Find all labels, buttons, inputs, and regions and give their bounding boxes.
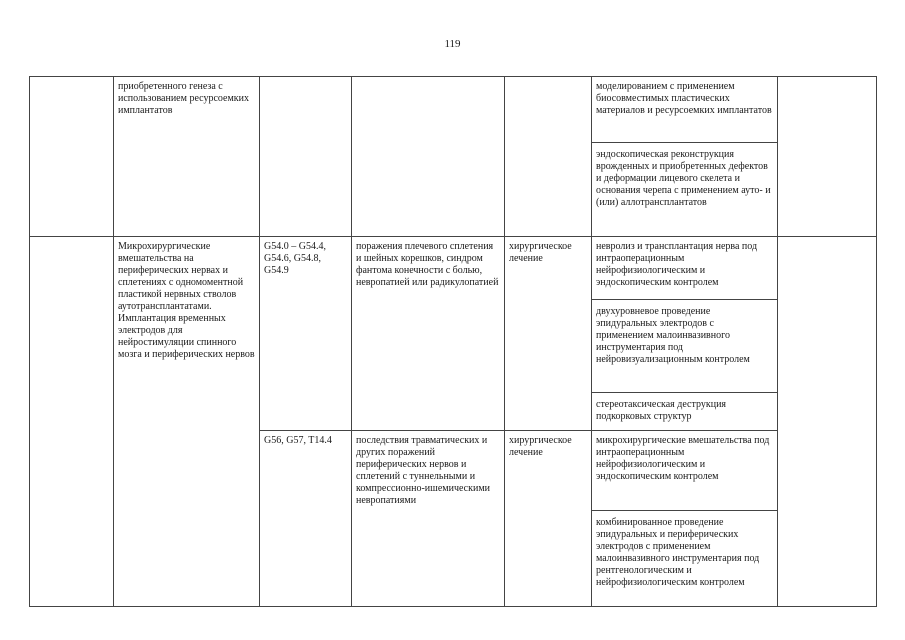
method-cell xyxy=(592,393,778,431)
method-text: микрохирургические вмешательства под интраоперационным нейрофизиологическим и эндоскопическим контролем xyxy=(596,435,770,482)
condition-cell xyxy=(352,237,505,431)
intervention-cell xyxy=(114,237,260,607)
intervention-cell xyxy=(114,77,260,237)
icd-codes-text: G54.0 – G54.4, G54.6, G54.8, G54.9 xyxy=(264,241,326,276)
table-row xyxy=(30,237,877,300)
method-cell xyxy=(592,511,778,607)
intervention-text: приобретенного генеза с использованием ресурсоемких имплантатов xyxy=(118,81,249,116)
number-cell xyxy=(30,237,114,607)
condition-text: последствия травматических и других поражений периферических нервов и сплетений с туннельными и компрессионно-ишемическими невропатиями xyxy=(356,435,491,506)
method-text: комбинированное проведение эпидуральных и периферических электродов с применением малоинвазивного инструментария под рентгенологическим и нейрофизиологическим контролем xyxy=(596,517,760,588)
method-text: эндоскопическая реконструкция врожденных и приобретенных дефектов и деформации лицевого скелета и основания черепа с применением ауто- и (или) аллотрансплантатов xyxy=(596,149,771,208)
method-cell xyxy=(592,300,778,393)
page-number: 119 xyxy=(444,38,461,50)
icd-codes-text: G56, G57, T14.4 xyxy=(264,435,332,446)
cost-cell xyxy=(778,237,877,607)
treatment-type-text: хирургическое лечение xyxy=(509,435,572,458)
treatment-type-text: хирургическое лечение xyxy=(509,241,572,264)
method-cell xyxy=(592,431,778,511)
condition-cell xyxy=(352,77,505,237)
method-cell xyxy=(592,143,778,237)
cost-cell xyxy=(778,77,877,237)
method-cell xyxy=(592,237,778,300)
icd-codes-cell xyxy=(260,431,352,607)
condition-text: поражения плечевого сплетения и шейных корешков, синдром фантома конечности с болью, невропатией или радикулопатией xyxy=(356,241,499,288)
treatment-type-cell xyxy=(505,237,592,431)
procedures-table xyxy=(29,76,877,607)
method-cell xyxy=(592,77,778,143)
intervention-text: Микрохирургические вмешательства на периферических нервах и сплетениях с одномоментной пластикой нервных стволов аутотрансплантатами. Имплантация временных электродов для нейростимуляции спинного мозга и периферических нервов xyxy=(118,241,255,360)
treatment-type-cell xyxy=(505,431,592,607)
icd-codes-cell xyxy=(260,77,352,237)
condition-cell xyxy=(352,431,505,607)
treatment-type-cell xyxy=(505,77,592,237)
table-row xyxy=(30,77,877,143)
number-cell xyxy=(30,77,114,237)
method-text: моделированием с применением биосовместимых пластических материалов и ресурсоемких имплантатов xyxy=(596,81,772,116)
method-text: стереотаксическая деструкция подкорковых структур xyxy=(596,399,727,422)
method-text: невролиз и трансплантация нерва под интраоперационным нейрофизиологическим и эндоскопическим контролем xyxy=(596,241,758,288)
icd-codes-cell xyxy=(260,237,352,431)
method-text: двухуровневое проведение эпидуральных электродов с применением малоинвазивного инструментария под нейровизуализационным контролем xyxy=(596,306,750,365)
